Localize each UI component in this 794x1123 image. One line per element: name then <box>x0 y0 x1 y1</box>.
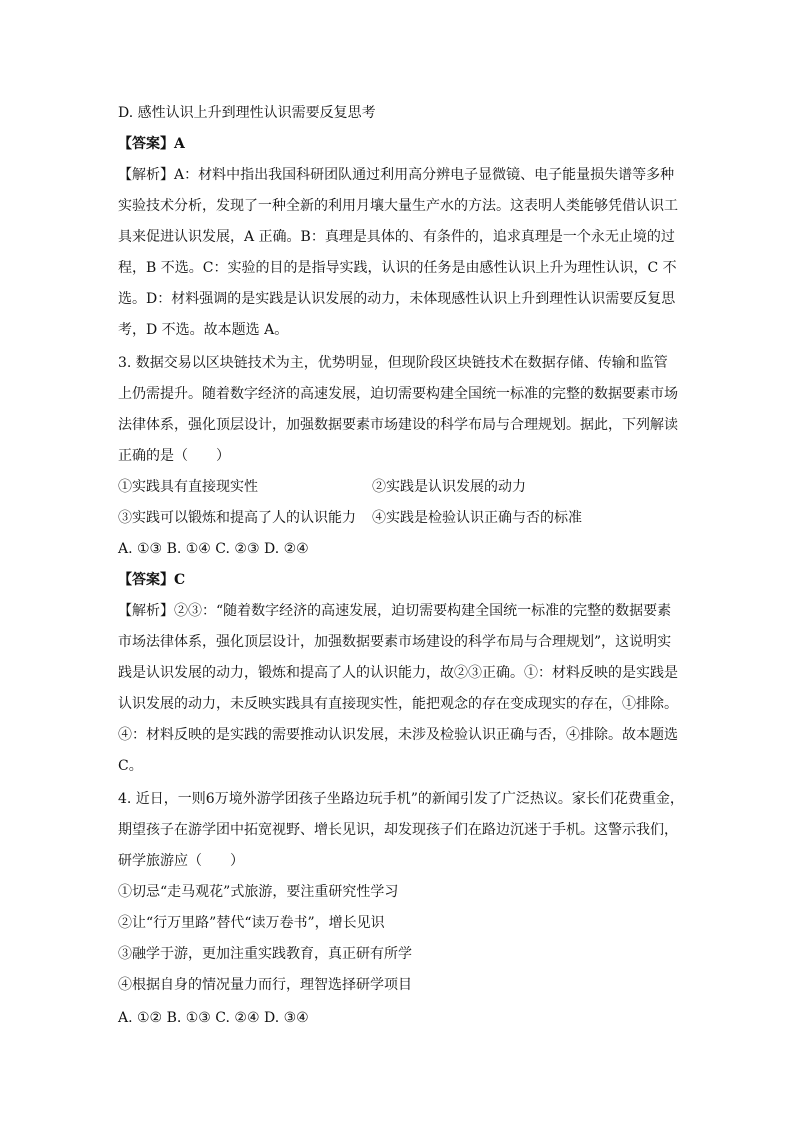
q2-option-d: D. 感性认识上升到理性认识需要反复思考 <box>118 105 376 121</box>
q3-answer: 【答案】C <box>118 572 186 588</box>
q4-option: ①切忌“走马观花”式旅游，要注重研究性学习 <box>118 884 399 900</box>
q4-option: ④根据自身的情况量力而行，理智选择研学项目 <box>118 977 412 993</box>
q2-analysis-line: 实验技术分析，发现了一种全新的利用月壤大量生产水的方法。这表明人类能够凭借认识工 <box>118 198 678 214</box>
q2-analysis-line: 具来促进认识发展，A 正确。B：真理是具体的、有条件的，追求真理是一个永无止境的过 <box>118 229 675 245</box>
q3-analysis-line: C。 <box>118 758 143 774</box>
q3-analysis-line: ④：材料反映的是实践的需要推动认识发展，未涉及检验认识正确与否，④排除。故本题选 <box>118 727 678 743</box>
q3-stem-line: 法律体系，强化顶层设计，加强数据要素市场建设的科学布局与合理规划。据此，下列解读 <box>118 417 678 433</box>
q3-analysis-line: 认识发展的动力，未反映实践具有直接现实性，能把观念的存在变成现实的存在，①排除。 <box>118 696 678 712</box>
q3-stem-line: 3. 数据交易以区块链技术为主，优势明显，但现阶段区块链技术在数据存储、传输和监管 <box>118 355 668 371</box>
q3-choices: A. ①③ B. ①④ C. ②③ D. ②④ <box>118 541 309 557</box>
q3-option-3: ③实践可以锻炼和提高了人的认识能力 <box>118 510 356 526</box>
q4-stem-line: 研学旅游应（ ） <box>118 853 244 869</box>
q3-analysis-line: 【解析】②③：“随着数字经济的高速发展，迫切需要构建全国统一标准的完整的数据要素 <box>118 603 672 619</box>
q4-option: ②让“行万里路”替代“读万卷书”，增长见识 <box>118 915 385 931</box>
q4-stem-line: 期望孩子在游学团中拓宽视野、增长见识，却发现孩子们在路边沉迷于手机。这警示我们， <box>118 822 678 838</box>
q2-analysis-line: 【解析】A：材料中指出我国科研团队通过利用高分辨电子显微镜、电子能量损失谱等多种 <box>118 167 675 183</box>
q2-analysis-line: 选。D：材料强调的是实践是认识发展的动力，未体现感性认识上升到理性认识需要反复思 <box>118 291 676 307</box>
q3-stem-line: 上仍需提升。随着数字经济的高速发展，迫切需要构建全国统一标准的完整的数据要素市场 <box>118 386 678 402</box>
q3-option-2: ②实践是认识发展的动力 <box>372 479 526 495</box>
q3-option-4: ④实践是检验认识正确与否的标准 <box>372 510 582 526</box>
q3-stem-line: 正确的是（ ） <box>118 448 230 464</box>
q2-analysis-line: 程，B 不选。C：实验的目的是指导实践，认识的任务是由感性认识上升为理性认识，C 不 <box>118 260 677 276</box>
q4-choices: A. ①② B. ①③ C. ②④ D. ③④ <box>118 1010 309 1026</box>
q2-analysis-line: 考，D 不选。故本题选 A。 <box>118 322 289 338</box>
q3-analysis-line: 践是认识发展的动力，锻炼和提高了人的认识能力，故②③正确。①：材料反映的是实践是 <box>118 665 678 681</box>
q3-analysis-line: 市场法律体系，强化顶层设计，加强数据要素市场建设的科学布局与合理规划”，这说明实 <box>118 634 672 650</box>
q2-answer: 【答案】A <box>118 136 185 152</box>
q4-stem-line: 4. 近日，一则6万境外游学团孩子坐路边玩手机”的新闻引发了广泛热议。家长们花费重金， <box>118 791 684 807</box>
q4-option: ③融学于游，更加注重实践教育，真正研有所学 <box>118 946 412 962</box>
q3-option-1: ①实践具有直接现实性 <box>118 479 258 495</box>
